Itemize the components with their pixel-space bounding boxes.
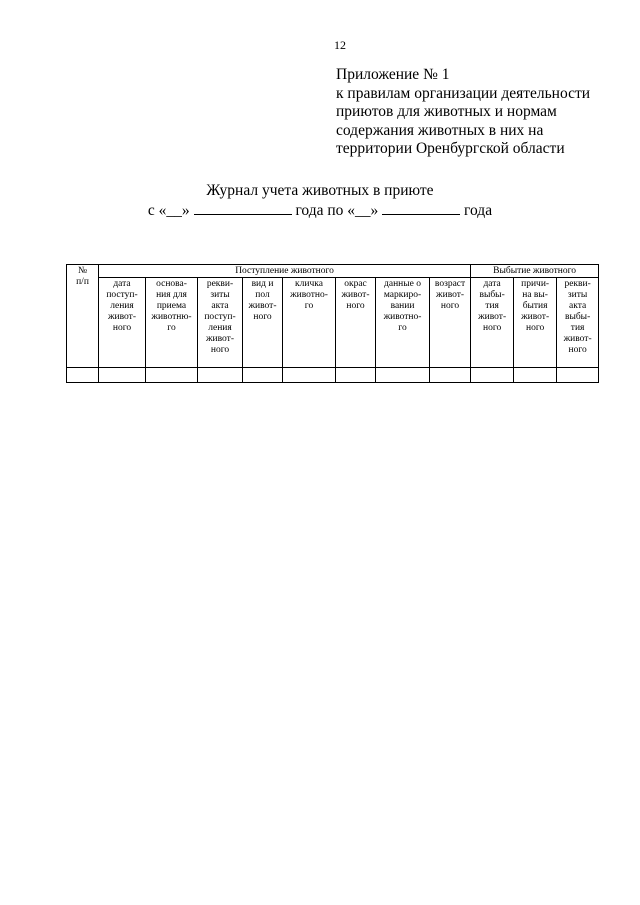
table-cell[interactable] [146,368,198,383]
appendix-line: приютов для животных и нормам [336,103,557,120]
num-header-line: п/п [76,277,89,287]
journal-period [0,201,640,220]
arrival-group-header: Поступление животного [99,265,471,278]
page-number: 12 [334,38,346,52]
column-header-line: зиты [210,290,230,300]
column-header-line: живот- [205,334,234,344]
departure-column-header [514,278,557,368]
table-cell[interactable] [99,368,146,383]
appendix-line: к правилам организации деятельности [336,84,591,102]
column-header-line: акта [569,301,587,311]
column-header-line: ления [208,323,232,333]
column-header-line: рекви- [206,279,234,289]
column-header-line: животно- [383,312,422,322]
table-cell[interactable] [514,368,557,383]
table-cell[interactable] [557,368,599,383]
column-header-line: маркиро- [383,290,422,300]
num-header-line: № [77,266,88,276]
column-header-line: тия [570,323,585,333]
column-header-line: вании [390,301,415,311]
arrival-column-header [146,278,198,368]
column-header-line: ного [568,345,587,355]
arrival-column-header [336,278,376,368]
departure-group-header: Выбытие животного [471,265,599,278]
table-row [67,368,599,383]
column-header-line: приема [156,301,187,311]
column-header-line: поступ- [204,312,236,322]
column-header-line: зиты [567,290,588,300]
journal-table [66,264,599,383]
column-header-line: го [167,323,176,333]
column-header-line: выбы- [479,290,505,300]
journal-title: Журнал учета животных в приюте [206,182,434,199]
column-header-line: го [398,323,407,333]
period-to-blank[interactable] [382,201,460,215]
table-cell[interactable] [283,368,336,383]
arrival-column-header [198,278,243,368]
column-header-line: ния для [156,290,187,300]
appendix-block [336,66,616,159]
column-header-line: основа- [156,279,187,289]
column-header-line: тия [485,301,499,311]
table-cell[interactable] [430,368,471,383]
table-cell[interactable] [198,368,243,383]
column-header-line: рекви- [564,279,591,289]
table-cell[interactable] [471,368,514,383]
column-header-line: живот- [563,334,592,344]
column-header-line: дата [113,279,131,289]
column-header-line: ного [346,301,365,311]
table-cell[interactable] [376,368,430,383]
table-cell[interactable] [336,368,376,383]
period-from-blank[interactable] [194,201,292,215]
column-header-line: го [304,301,314,311]
column-header-line: окрас [344,279,367,289]
appendix-line: территории Оренбургской области [336,140,565,157]
arrival-column-header [430,278,471,368]
column-header-line: животню- [151,312,192,322]
column-header-line: бытия [522,301,548,311]
arrival-column-header [243,278,283,368]
column-header-line: дата [483,279,501,289]
column-header-line: ного [210,345,230,355]
column-header-line: ного [482,323,502,333]
column-header-line: акта [211,301,229,311]
column-header-line: ления [110,301,134,311]
column-header-line: живот- [521,312,550,322]
column-header-line: ного [440,301,460,311]
column-header-line: данные о [384,279,421,289]
column-header-line: ного [112,323,132,333]
table-cell[interactable] [67,368,99,383]
column-header-line: выбы- [564,312,591,322]
appendix-line: Приложение № 1 [336,66,450,83]
period-from-suffix: года по «__» [295,202,379,219]
departure-column-header [471,278,514,368]
column-header-line: пол [255,290,270,300]
column-header-line: живот- [248,301,277,311]
arrival-column-header [99,278,146,368]
departure-column-header [557,278,599,368]
column-header-line: поступ- [106,290,138,300]
table-cell[interactable] [243,368,283,383]
column-header-line: возраст [434,279,466,289]
num-column-header [67,265,99,368]
column-header-line: живот- [478,312,507,322]
column-header-line: живот- [107,312,136,322]
column-header-line: вид и [251,279,274,289]
column-header-line: причи- [521,279,550,289]
period-from-prefix: с «__» [147,202,190,219]
column-header-line: животно- [290,290,328,300]
arrival-column-header [283,278,336,368]
column-header-line: ного [253,312,272,322]
column-header-line: живот- [341,290,370,300]
period-to-suffix: года [464,202,493,219]
column-header-line: на вы- [522,290,548,300]
arrival-column-header [376,278,430,368]
appendix-line: содержания животных в них на [336,121,544,139]
column-header-line: кличка [295,279,323,289]
column-header-line: ного [525,323,545,333]
column-header-row [67,278,599,368]
column-header-line: живот- [436,290,465,300]
